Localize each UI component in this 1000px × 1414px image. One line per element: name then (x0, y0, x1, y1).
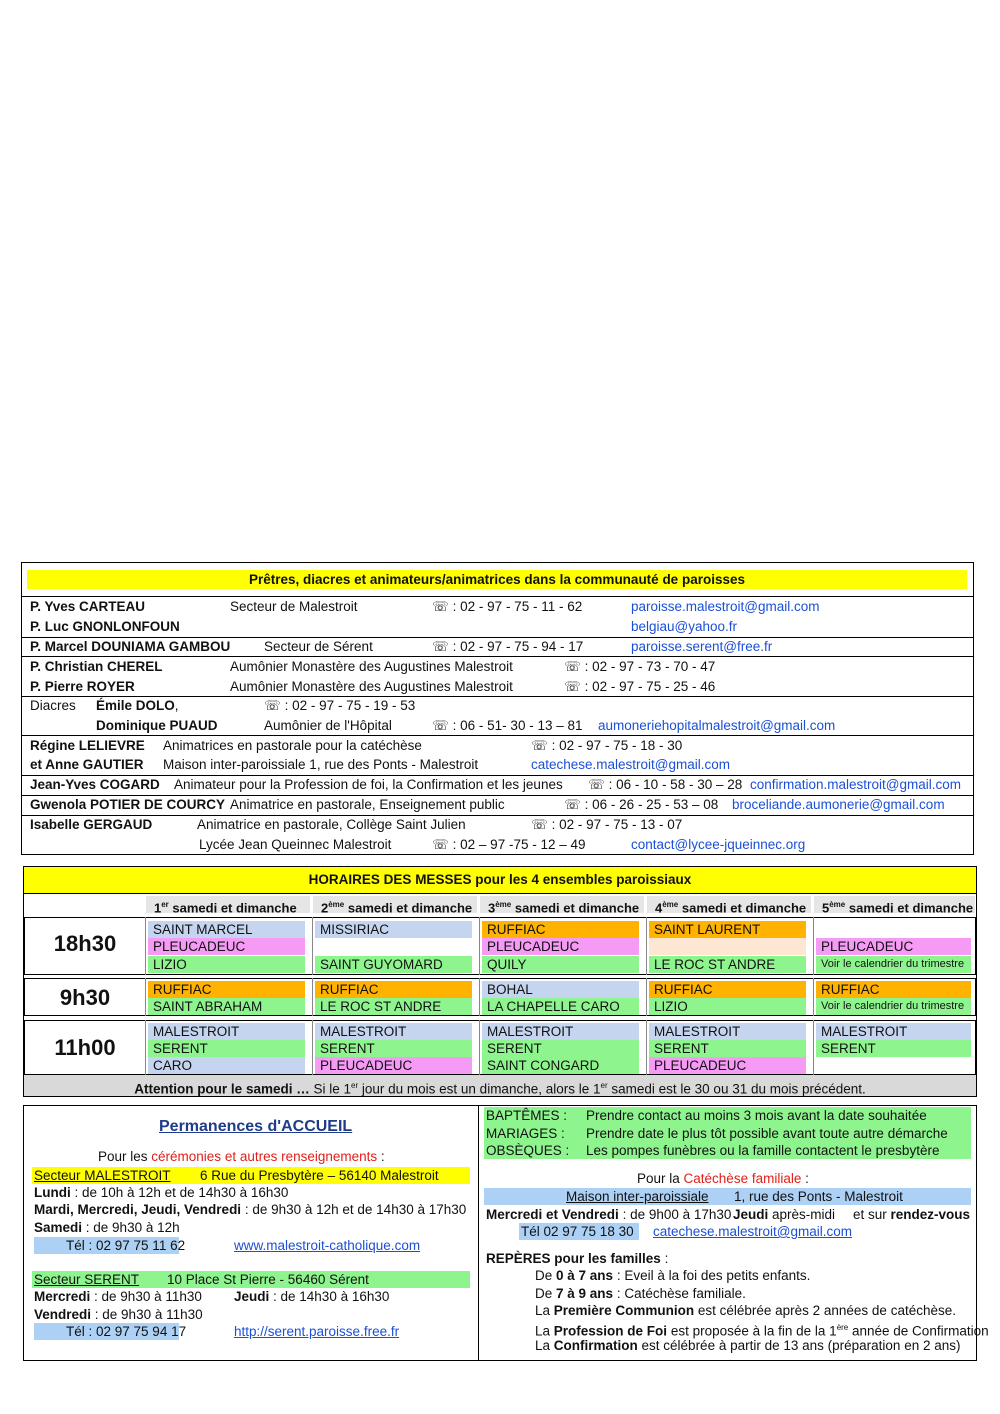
clergy-role: Animatrices en pastorale pour la catéchèse (163, 738, 422, 753)
clergy-role: Animateur pour la Profession de foi, la Confirmation et les jeunes (174, 777, 563, 792)
phone-icon: ☏ (588, 777, 605, 792)
clergy-directory (21, 562, 974, 855)
mass-time: 18h30 (53, 931, 117, 956)
column-header: 2ème samedi et dimanche (313, 896, 477, 913)
mass-location: PLEUCADEUC (315, 1057, 472, 1074)
clergy-name: Émile DOLO, (96, 698, 179, 713)
mass-location: LA CHAPELLE CARO (482, 998, 639, 1015)
divider (22, 656, 973, 657)
clergy-role: Aumônier Monastère des Augustines Malestroit (230, 659, 513, 674)
clergy-email[interactable]: belgiau@yahoo.fr (631, 619, 738, 634)
clergy-phone: ☏ : 06 - 51- 30 - 13 – 81 (432, 718, 583, 733)
column-header: 5ème samedi et dimanche (814, 896, 975, 913)
clergy-role: Aumônier de l'Hôpital (264, 718, 392, 733)
sector-serent: Secteur SERENT (34, 1272, 140, 1287)
clergy-phone: ☏ : 02 - 97 - 75 - 18 - 30 (531, 738, 683, 753)
mass-location: SERENT (148, 1040, 305, 1057)
accueil-intro: Pour les cérémonies et autres renseignements : (98, 1149, 385, 1164)
clergy-email[interactable]: confirmation.malestroit@gmail.com (750, 777, 962, 792)
phone-number: Tél 02 97 75 18 30 (521, 1224, 634, 1239)
clergy-phone: ☏ : 06 - 26 - 25 - 53 – 08 (564, 797, 719, 812)
mass-location (649, 938, 806, 955)
sector-address: 10 Place St Pierre - 56460 Sérent (167, 1272, 369, 1287)
mass-location: SAINT MARCEL (148, 921, 305, 938)
sacrament-text: Prendre date le plus tôt possible avant toute autre démarche (586, 1126, 948, 1141)
clergy-name: P. Marcel DOUNIAMA GAMBOU (30, 639, 231, 654)
clergy-phone: ☏ : 02 - 97 - 75 - 13 - 07 (531, 817, 683, 832)
clergy-name: P. Christian CHEREL (30, 659, 163, 674)
mass-location: CARO (148, 1057, 305, 1074)
clergy-role: Animatrice en pastorale, Collège Saint Julien (197, 817, 466, 832)
phone-number: Tél : 02 97 75 94 17 (66, 1324, 187, 1339)
column-header: 3ème samedi et dimanche (480, 896, 644, 913)
repere-line: De 7 à 9 ans : Catéchèse familiale. (535, 1286, 746, 1301)
clergy-name: Isabelle GERGAUD (30, 817, 153, 832)
divider (22, 735, 973, 736)
mass-location: LE ROC ST ANDRE (649, 956, 806, 973)
clergy-phone: ☏ : 02 - 97 - 75 - 19 - 53 (264, 698, 416, 713)
mass-time: 11h00 (54, 1035, 116, 1060)
mass-location: LIZIO (649, 998, 806, 1015)
sacrament-label: BAPTÊMES : (486, 1108, 568, 1123)
hours-line: Mardi, Mercredi, Jeudi, Vendredi : de 9h30 à 12h et de 14h30 à 17h30 (34, 1202, 467, 1217)
phone-icon: ☏ (432, 599, 449, 614)
mass-location: PLEUCADEUC (816, 938, 971, 955)
hours-line: Jeudi : de 14h30 à 16h30 (234, 1289, 390, 1304)
calendar-note: Voir le calendrier du trimestre (816, 956, 971, 973)
divider (22, 815, 973, 816)
mass-location: RUFFIAC (482, 921, 639, 938)
mass-location: RUFFIAC (816, 981, 971, 998)
mass-location: RUFFIAC (649, 981, 806, 998)
mass-location: MALESTROIT (148, 1023, 305, 1040)
hours-line: Mercredi : de 9h30 à 11h30 (34, 1289, 202, 1304)
sacrament-label: MARIAGES : (486, 1126, 565, 1141)
clergy-phone: ☏ : 06 - 10 - 58 - 30 – 28 (588, 777, 743, 792)
website-link[interactable]: www.malestroit-catholique.com (234, 1238, 421, 1253)
mass-location: MALESTROIT (482, 1023, 639, 1040)
repere-line: De 0 à 7 ans : Eveil à la foi des petits enfants. (535, 1268, 811, 1283)
info-panel (23, 1105, 989, 1361)
catechese-rdv: et sur rendez-vous (853, 1207, 971, 1222)
schedule-title: HORAIRES DES MESSES pour les 4 ensembles paroissiaux (24, 867, 976, 893)
clergy-name: et Anne GAUTIER (30, 757, 144, 772)
deacons-label: Diacres (30, 698, 76, 713)
clergy-role: Animatrice en pastorale, Enseignement public (230, 797, 505, 812)
mass-schedule (23, 866, 977, 1097)
clergy-phone: ☏ : 02 – 97 -75 - 12 – 49 (432, 837, 586, 852)
phone-icon: ☏ (432, 639, 449, 654)
hours-line: Vendredi : de 9h30 à 11h30 (34, 1307, 203, 1322)
catechese-email[interactable]: catechese.malestroit@gmail.com (653, 1224, 853, 1239)
reperes-title: REPÈRES pour les familles : (486, 1251, 669, 1266)
clergy-name: Gwenola POTIER DE COURCY (30, 797, 226, 812)
clergy-email[interactable]: paroisse.serent@free.fr (631, 639, 773, 654)
clergy-email[interactable]: contact@lycee-jqueinnec.org (631, 837, 806, 852)
mass-location: PLEUCADEUC (148, 938, 305, 955)
repere-line: La Première Communion est célébrée après 2 années de catéchèse. (535, 1303, 956, 1318)
sector-address: 6 Rue du Presbytère – 56140 Malestroit (200, 1168, 439, 1183)
phone-icon: ☏ (564, 679, 581, 694)
saturday-notice: Attention pour le samedi … Si le 1er jour du mois est un dimanche, alors le 1er samedi est le 30 ou 31 du mois précédent. (24, 1075, 976, 1096)
divider (478, 1106, 479, 1360)
clergy-name: Régine LELIEVRE (30, 738, 145, 753)
clergy-phone: ☏ : 02 - 97 - 73 - 70 - 47 (564, 659, 716, 674)
website-link[interactable]: http://serent.paroisse.free.fr (234, 1324, 400, 1339)
clergy-role: Secteur de Malestroit (230, 599, 358, 614)
mass-location: BOHAL (482, 981, 639, 998)
mass-location: SAINT ABRAHAM (148, 998, 305, 1015)
clergy-name: P. Pierre ROYER (30, 679, 135, 694)
mass-location: PLEUCADEUC (649, 1057, 806, 1074)
phone-icon: ☏ (531, 817, 548, 832)
mass-location: QUILY (482, 956, 639, 973)
mass-location: SAINT LAURENT (649, 921, 806, 938)
clergy-role: Secteur de Sérent (264, 639, 373, 654)
mass-location: SERENT (816, 1040, 971, 1057)
sacrament-text: Les pompes funèbres ou la famille contactent le presbytère (586, 1143, 940, 1158)
mass-location: MISSIRIAC (315, 921, 472, 938)
sector-malestroit: Secteur MALESTROIT (34, 1168, 171, 1183)
mass-location: SERENT (315, 1040, 472, 1057)
catechese-hours: Mercredi et Vendredi : de 9h00 à 17h30 (486, 1207, 732, 1222)
clergy-phone: ☏ : 02 - 97 - 75 - 11 - 62 (432, 599, 583, 614)
repere-line: La Profession de Foi est proposée à la fin de la 1ère année de Confirmation (535, 1323, 989, 1339)
mass-location: RUFFIAC (315, 981, 472, 998)
clergy-name: Dominique PUAUD (96, 718, 218, 733)
maison-name: Maison inter-paroissiale (566, 1189, 709, 1204)
repere-line: La Confirmation est célébrée à partir de 13 ans (préparation en 2 ans) (535, 1338, 961, 1353)
phone-icon: ☏ (564, 797, 581, 812)
mass-location: LIZIO (148, 956, 305, 973)
mass-location: SAINT CONGARD (482, 1057, 639, 1074)
sacrament-label: OBSÈQUES : (486, 1143, 570, 1158)
phone-icon: ☏ (564, 659, 581, 674)
mass-location: SERENT (482, 1040, 639, 1057)
clergy-role: Aumônier Monastère des Augustines Malestroit (230, 679, 513, 694)
sacrament-text: Prendre contact au moins 3 mois avant la date souhaitée (586, 1108, 927, 1123)
phone-icon: ☏ (432, 837, 449, 852)
catechese-hours: Jeudi après-midi (733, 1207, 836, 1222)
calendar-note: Voir le calendrier du trimestre (816, 998, 971, 1015)
mass-location: SERENT (649, 1040, 806, 1057)
clergy-role: Maison inter-paroissiale 1, rue des Ponts - Malestroit (163, 757, 479, 772)
column-header: 4ème samedi et dimanche (647, 896, 811, 913)
phone-number: Tél : 02 97 75 11 62 (66, 1238, 186, 1253)
catechese-intro: Pour la Catéchèse familiale : (637, 1171, 809, 1186)
mass-time: 9h30 (59, 985, 111, 1010)
accueil-title: Permanences d'ACCUEIL (159, 1118, 353, 1135)
clergy-phone: ☏ : 02 - 97 - 75 - 94 - 17 (432, 639, 584, 654)
clergy-name: P. Yves CARTEAU (30, 599, 146, 614)
hours-line: Lundi : de 10h à 12h et de 14h30 à 16h30 (34, 1185, 289, 1200)
divider (24, 893, 976, 894)
clergy-email[interactable]: aumoneriehopitalmalestroit@gmail.com (598, 718, 836, 733)
clergy-name: Jean-Yves COGARD (30, 777, 160, 792)
mass-location: MALESTROIT (816, 1023, 971, 1040)
mass-location: MALESTROIT (315, 1023, 472, 1040)
phone-icon: ☏ (432, 718, 449, 733)
clergy-email[interactable]: broceliande.aumonerie@gmail.com (732, 797, 945, 812)
clergy-role: Lycée Jean Queinnec Malestroit (199, 837, 392, 852)
mass-location: LE ROC ST ANDRE (315, 998, 472, 1015)
clergy-title: Prêtres, diacres et animateurs/animatrices dans la communauté de paroisses (27, 570, 967, 589)
phone-icon: ☏ (264, 698, 281, 713)
clergy-email[interactable]: catechese.malestroit@gmail.com (531, 757, 731, 772)
mass-location: SAINT GUYOMARD (315, 956, 472, 973)
divider (22, 596, 973, 597)
phone-icon: ☏ (531, 738, 548, 753)
clergy-email[interactable]: paroisse.malestroit@gmail.com (631, 599, 820, 614)
mass-location: MALESTROIT (649, 1023, 806, 1040)
column-header: 1er samedi et dimanche (146, 896, 310, 913)
clergy-phone: ☏ : 02 - 97 - 75 - 25 - 46 (564, 679, 716, 694)
mass-location: PLEUCADEUC (482, 938, 639, 955)
hours-line: Samedi : de 9h30 à 12h (34, 1220, 180, 1235)
mass-location: RUFFIAC (148, 981, 305, 998)
clergy-name: P. Luc GNONLONFOUN (30, 619, 180, 634)
maison-address: 1, rue des Ponts - Malestroit (734, 1189, 903, 1204)
